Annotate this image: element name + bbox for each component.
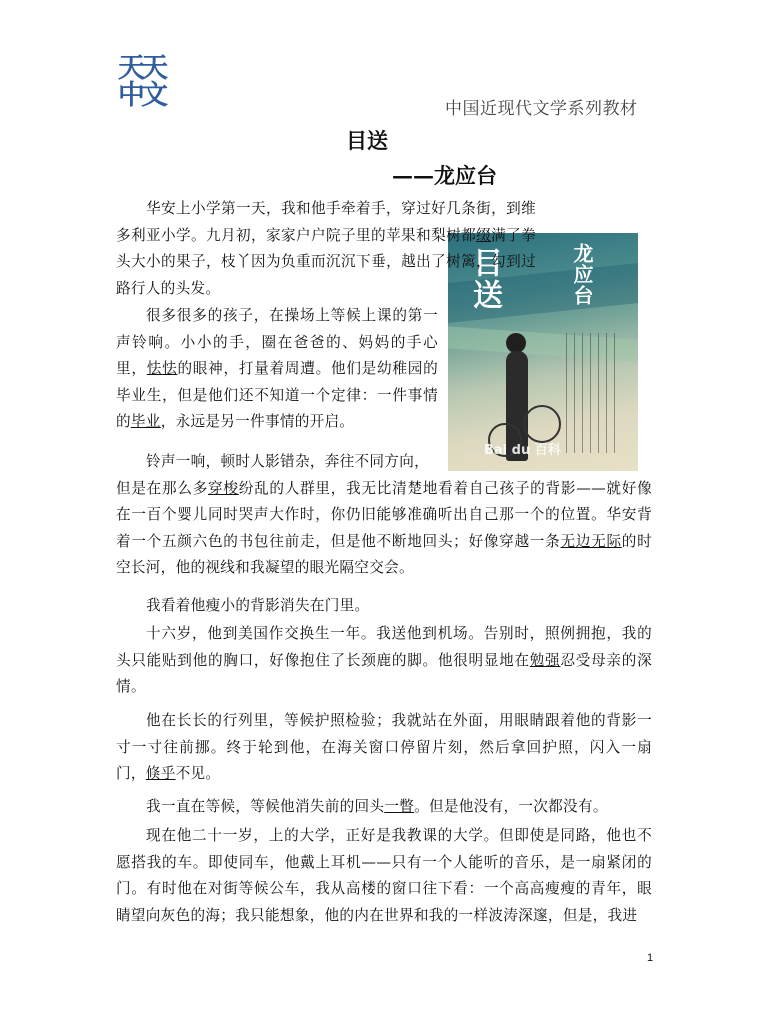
text-run: 铃声一响，顿时人影错杂，奔往不同方向， xyxy=(146,453,429,470)
paragraph-1 xyxy=(116,196,536,302)
text-run: 的眼神，打量着周遭。他们是幼稚园的毕业生，但是他们还不知道一个定律：一件事情的 xyxy=(116,360,438,430)
underlined-word: 倏乎 xyxy=(145,765,176,782)
paragraph-5 xyxy=(116,621,652,701)
underlined-word: 一瞥 xyxy=(384,798,415,815)
text-run: 忍受母亲的深情。 xyxy=(116,651,652,695)
text-run: 纷乱的人群里，我无比清楚地看着自己孩子的背影——就好像在一百个婴儿同时哭声大作时，你仍旧能够准确听出自己那一个的位置。华安背着一个五颜六色的书包往前走，但是他不断地回头；好像穿越一条 xyxy=(116,479,652,550)
underlined-word: 缀 xyxy=(476,226,492,244)
cover-figure-head xyxy=(506,333,526,353)
text-run: 不见。 xyxy=(175,765,221,782)
cover-watermark: Bai du 百科 xyxy=(484,443,561,458)
cover-text-column xyxy=(566,333,622,453)
cover-author: 龙应台 xyxy=(570,243,594,306)
page-number: 1 xyxy=(647,952,654,964)
text-run: 华安上小学第一天，我和他手牵着手，穿过好几条街，到维多利亚小学。九月初，家家户户院子里的苹果和梨树都 xyxy=(116,200,536,244)
text-run: 我看着他瘦小的背影消失在门里。 xyxy=(146,597,370,614)
paragraph-7 xyxy=(116,794,652,821)
text-run: 。但是他没有，一次都没有。 xyxy=(414,798,608,815)
text-run: 满了拳头大小的果子，枝丫因为负重而沉沉下垂，越出了树篱，勾到过路行人的头发。 xyxy=(116,226,536,297)
text-run: 十六岁，他到美国作交换生一年。我送他到机场。告别时，照例拥抱，我的头只能贴到他的胸口，好像抱住了长颈鹿的脚。他很明显地在 xyxy=(116,625,652,669)
text-run: 我一直在等候，等候他消失前的回头 xyxy=(146,798,385,815)
paragraph-6 xyxy=(116,708,652,788)
article-author: ——龙应台 xyxy=(392,163,497,188)
logo xyxy=(118,55,184,113)
text-run: 的时空长河，他的视线和我凝望的眼光隔空交会。 xyxy=(116,532,653,576)
logo-line-2: 中文 xyxy=(118,80,164,111)
article-title: 目送 xyxy=(346,128,388,153)
text-run: 现在他二十一岁，上的大学，正好是我教课的大学。但即使是同路，他也不愿搭我的车。即使同车，他戴上耳机——只有一个人能听的音乐，是一扇紧闭的门。有时他在对街等候公车，我从高楼的窗口往下看：一个高高瘦瘦的青年，眼睛望向灰色的海；我只能想象，他的内在世界和我的一样波涛深邃，但是，我进 xyxy=(116,827,652,924)
underlined-word: 穿梭 xyxy=(208,479,239,497)
paragraph-3 xyxy=(116,449,652,582)
paragraph-2 xyxy=(116,303,438,436)
series-title: 中国近现代文学系列教材 xyxy=(445,99,638,119)
paragraph-8 xyxy=(116,823,652,929)
underlined-word: 毕业 xyxy=(130,413,161,430)
paragraph-4 xyxy=(116,593,652,620)
logo-line-1: 天天 xyxy=(118,53,164,84)
underlined-word: 无边无际 xyxy=(560,532,622,550)
cover-bicycle-wheel xyxy=(523,405,561,443)
text-run: ，永远是另一件事情的开启。 xyxy=(160,413,355,430)
underlined-word: 怯怯 xyxy=(146,360,178,377)
text-run: 他在长长的行列里，等候护照检验；我就站在外面，用眼睛跟着他的背影一寸一寸往前挪。终于轮到他，在海关窗口停留片刻，然后拿回护照，闪入一扇门， xyxy=(116,712,652,782)
underlined-word: 勉强 xyxy=(529,651,561,669)
cover-title: 目送 xyxy=(467,247,502,311)
text-run: 很多很多的孩子，在操场上等候上课的第一声铃响。小小的手，圈在爸爸的、妈妈的手心里， xyxy=(116,307,438,377)
text-run: 但是在那么多 xyxy=(116,479,209,497)
